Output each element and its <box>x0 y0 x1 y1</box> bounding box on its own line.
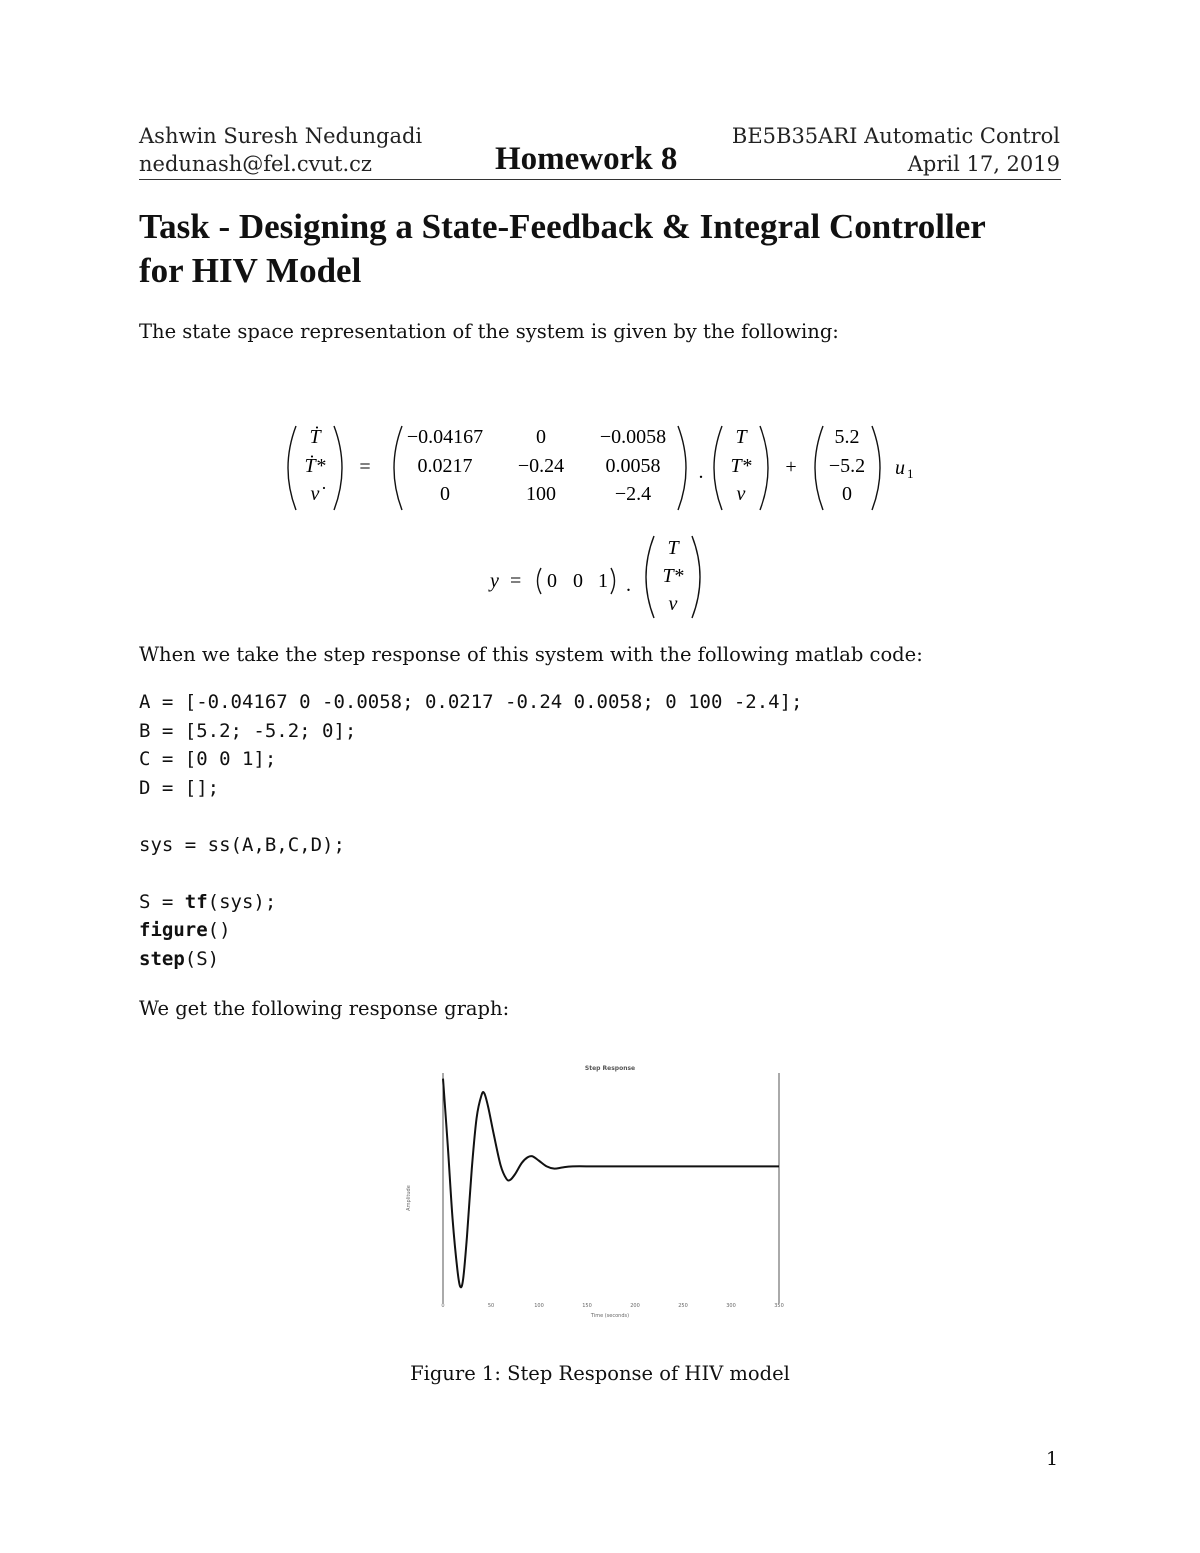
input-subscript: 1 <box>907 466 914 481</box>
homework-title: Homework 8 <box>495 141 678 177</box>
graph-intro-text: We get the following response graph: <box>139 997 510 1020</box>
chart-axes <box>443 1073 779 1303</box>
intro-text: The state space representation of the system is given by the following: <box>139 320 839 343</box>
page-number: 1 <box>1046 1448 1059 1470</box>
x-axis-label: Time (seconds) <box>590 1313 630 1319</box>
lhs-bracket-right <box>334 426 342 510</box>
a-0-1: 0 <box>536 426 546 448</box>
c-1: 0 <box>573 570 583 592</box>
code-line-5: sys = ss(A,B,C,D); <box>139 833 345 856</box>
a-bracket-right <box>678 426 686 510</box>
x2-0: T <box>667 537 679 559</box>
b-bracket-right <box>872 426 880 510</box>
x-tick-label-150: 150 <box>582 1303 592 1309</box>
c-0: 0 <box>547 570 557 592</box>
code-line-7: figure() <box>139 919 231 941</box>
lhs-0: Ṫ <box>309 426 321 448</box>
x2-1: T* <box>662 565 684 587</box>
dot-operator: . <box>698 461 704 483</box>
matlab-code <box>139 688 802 973</box>
output-equation <box>480 532 720 622</box>
task-title <box>139 205 1069 293</box>
response-curve <box>443 1079 779 1288</box>
lhs-1: Ṫ* <box>304 455 326 477</box>
plus-sign: + <box>785 456 797 478</box>
c-bracket-right <box>611 568 615 594</box>
a-1-0: 0.0217 <box>417 455 473 477</box>
x-bracket-right <box>760 426 768 510</box>
x-bracket-left <box>714 426 722 510</box>
a-1-1: −0.24 <box>517 455 565 477</box>
y-axis-label: Amplitude <box>406 1185 412 1211</box>
x-tick-label-0: 0 <box>441 1303 445 1309</box>
a-0-2: −0.0058 <box>599 426 667 448</box>
task-title-line-1: Task - Designing a State-Feedback & Integral Controller <box>139 207 986 246</box>
input-u: u <box>895 457 905 479</box>
x-tick-label-250: 250 <box>678 1303 688 1309</box>
a-0-0: −0.04167 <box>406 426 484 448</box>
a-1-2: 0.0058 <box>605 455 661 477</box>
step-intro-text: When we take the step response of this system with the following matlab code: <box>139 643 923 666</box>
a-2-0: 0 <box>440 483 450 505</box>
step-response-chart <box>400 1058 800 1323</box>
code-line-8: step(S) <box>139 947 220 970</box>
x-2: ν <box>736 483 746 505</box>
task-title-line-2: for HIV Model <box>139 251 362 290</box>
c-2: 1 <box>598 570 608 592</box>
header-rule <box>139 179 1061 180</box>
output-dot: . <box>626 574 631 596</box>
code-line-2: B = [5.2; -5.2; 0]; <box>139 719 357 742</box>
output-y: y <box>490 570 499 592</box>
x-tick-label-300: 300 <box>726 1303 736 1309</box>
x-tick-label-350: 350 <box>774 1303 784 1309</box>
x-tick-label-200: 200 <box>630 1303 640 1309</box>
code-line-1: A = [-0.04167 0 -0.0058; 0.0217 -0.24 0.0058; 0 100 -2.4]; <box>139 691 803 713</box>
chart-title: Step Response <box>584 1065 636 1072</box>
x-tick-label-100: 100 <box>534 1303 544 1309</box>
a-2-1: 100 <box>526 483 556 505</box>
x-tick-label-50: 50 <box>487 1303 495 1309</box>
author-email: nedunash@fel.cvut.cz <box>139 152 372 176</box>
code-line-6: S = tf(sys); <box>139 890 277 913</box>
lhs-2: ν̇ <box>310 483 320 505</box>
a-bracket-left <box>394 426 402 510</box>
x-0: T <box>735 426 747 448</box>
figure-caption: Figure 1: Step Response of HIV model <box>410 1362 790 1385</box>
b-1: −5.2 <box>828 455 866 477</box>
course-name: BE5B35ARI Automatic Control <box>731 124 1060 148</box>
code-line-4: D = []; <box>139 776 220 799</box>
x2-2: ν <box>668 593 678 615</box>
x-tick-labels <box>441 1303 783 1309</box>
x2-bracket-right <box>692 536 700 618</box>
c-bracket-left <box>538 568 542 594</box>
code-line-3: C = [0 0 1]; <box>139 748 277 770</box>
date: April 17, 2019 <box>907 152 1060 176</box>
b-0: 5.2 <box>834 426 860 448</box>
output-equals: = <box>510 570 522 592</box>
a-2-2: −2.4 <box>614 483 652 505</box>
b-2: 0 <box>842 483 852 505</box>
x-1: T* <box>730 455 752 477</box>
state-equation <box>270 418 930 518</box>
author-name: Ashwin Suresh Nedungadi <box>139 124 423 148</box>
equals-sign: = <box>359 456 371 478</box>
lhs-bracket-left <box>288 426 296 510</box>
b-bracket-left <box>815 426 823 510</box>
x2-bracket-left <box>646 536 654 618</box>
